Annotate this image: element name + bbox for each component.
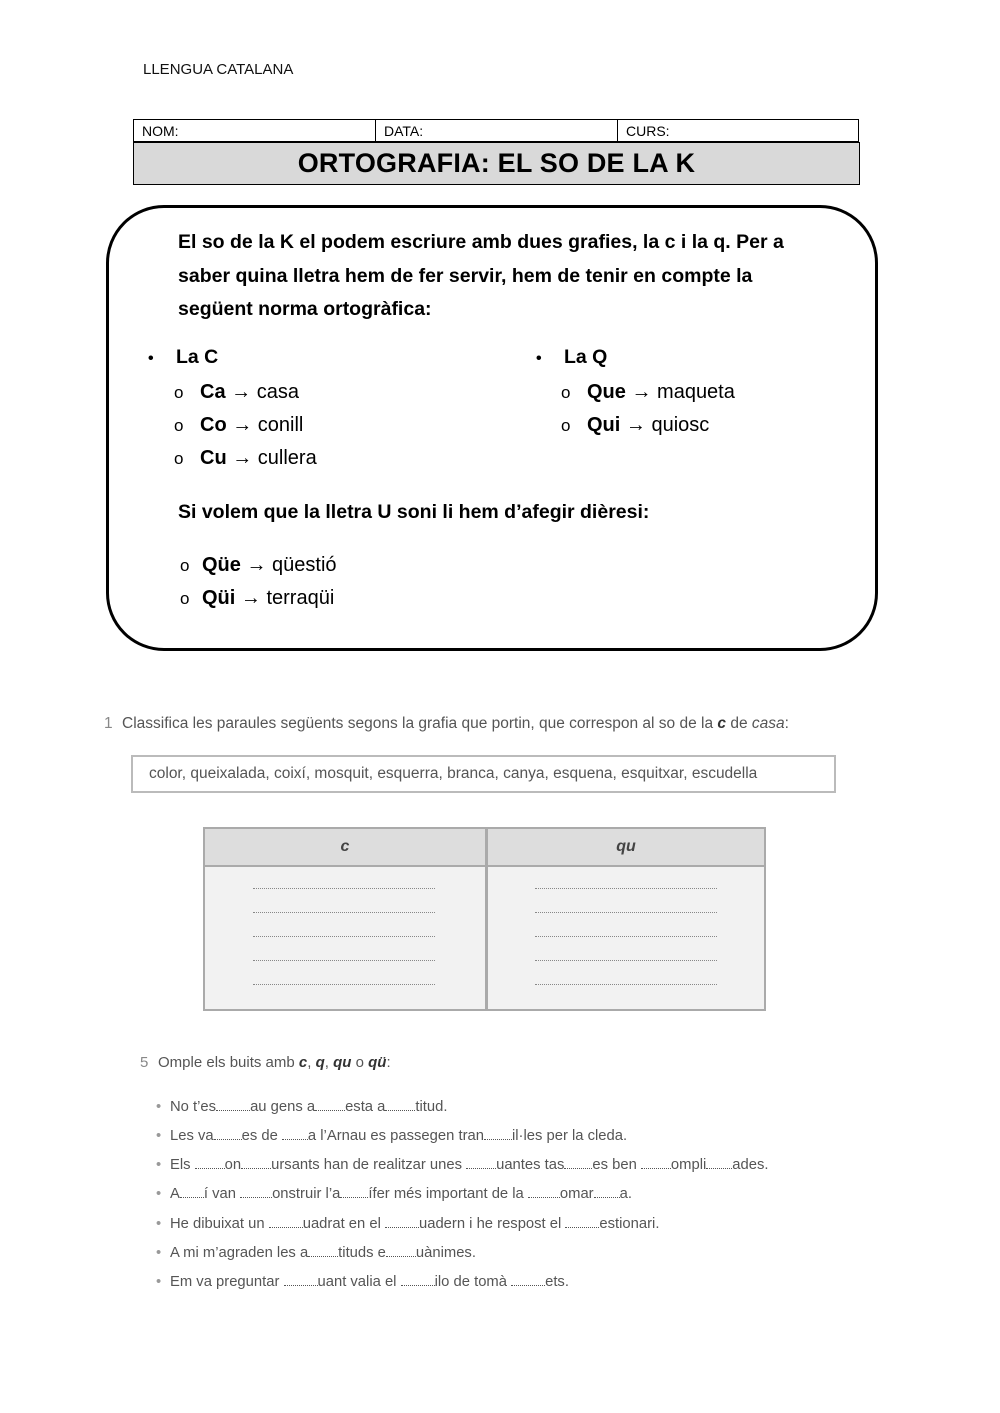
syllable: Co — [200, 414, 227, 436]
blank-field[interactable] — [706, 1157, 732, 1169]
bullet-icon: • — [156, 1274, 162, 1290]
instruction-text: de — [726, 715, 752, 732]
blank-field[interactable] — [308, 1245, 338, 1257]
sentence-text: ursants han de realitzar unes — [271, 1157, 467, 1173]
sentence-text: estionari. — [599, 1216, 660, 1232]
rule-c-item — [174, 376, 299, 409]
sentence-text: No t’es — [170, 1099, 217, 1115]
blank-field[interactable] — [340, 1186, 368, 1198]
blank-field[interactable] — [269, 1216, 303, 1228]
blank-field[interactable] — [180, 1186, 204, 1198]
sentence-text: es de — [241, 1128, 282, 1144]
column-header-c: c — [205, 829, 485, 867]
blank-field[interactable] — [385, 1216, 419, 1228]
instruction-text: : — [784, 715, 789, 732]
sentence-text: Els — [170, 1157, 195, 1173]
blank-field[interactable] — [240, 1186, 272, 1198]
exercise-number: 1 — [104, 715, 113, 732]
arrow-icon: → — [232, 414, 253, 436]
sentence-text: au gens a — [250, 1099, 316, 1115]
fill-sentence-2 — [156, 1128, 627, 1144]
sentence-text: uànimes. — [415, 1245, 476, 1261]
page-title: ORTOGRAFIA: EL SO DE LA K — [133, 142, 860, 185]
example-word: qüestió — [272, 554, 337, 576]
blank-field[interactable] — [195, 1157, 225, 1169]
option-qu: qu — [333, 1054, 352, 1071]
instruction-text: Omple els buits amb — [158, 1054, 299, 1071]
syllable: Qüi — [202, 587, 236, 609]
rule-c-heading — [148, 346, 218, 369]
bullet-icon: • — [156, 1186, 162, 1202]
exercise5-instruction — [140, 1054, 391, 1071]
bullet-icon: • — [156, 1099, 162, 1115]
answer-line[interactable] — [535, 888, 717, 889]
blank-field[interactable] — [386, 1245, 416, 1257]
sentence-text: onstruir l’a — [272, 1186, 341, 1202]
instruction-letter: c — [717, 715, 727, 732]
rule-q-heading-label: La Q — [564, 346, 608, 368]
sentence-text: í van — [203, 1186, 241, 1202]
sentence-text: titud. — [415, 1099, 448, 1115]
answer-line[interactable] — [253, 912, 435, 913]
circle-bullet-icon: o — [180, 556, 190, 575]
circle-bullet-icon: o — [561, 383, 571, 402]
column-divider — [485, 829, 488, 1009]
sentence-text: Les va — [170, 1128, 214, 1144]
sentence-text: uadern i he respost el — [418, 1216, 566, 1232]
answer-line[interactable] — [535, 960, 717, 961]
option-q: q — [315, 1054, 325, 1071]
sentence-text: tituds e — [338, 1245, 386, 1261]
blank-field[interactable] — [241, 1157, 271, 1169]
sentence-text: A mi m’agraden les a — [170, 1245, 309, 1261]
example-word: quiosc — [651, 414, 710, 436]
rule-c-item — [174, 409, 303, 442]
blank-field[interactable] — [284, 1274, 318, 1286]
bullet-icon: • — [148, 350, 154, 367]
blank-field[interactable] — [511, 1274, 545, 1286]
dieresis-item — [180, 549, 337, 582]
rule-c-item — [174, 442, 317, 475]
circle-bullet-icon: o — [174, 416, 184, 435]
student-info-table — [133, 119, 859, 142]
blank-field[interactable] — [401, 1274, 435, 1286]
exercise-number: 5 — [140, 1054, 149, 1071]
sentence-text: ades. — [732, 1157, 769, 1173]
answer-line[interactable] — [253, 984, 435, 985]
arrow-icon: → — [231, 381, 252, 403]
sentence-text: il·les per la cleda. — [511, 1128, 628, 1144]
answer-line[interactable] — [253, 888, 435, 889]
sentence-text: ífer més important de la — [368, 1186, 528, 1202]
example-word: maqueta — [657, 381, 735, 403]
syllable: Ca — [200, 381, 226, 403]
sentence-text: a l’Arnau es passegen tran — [307, 1128, 484, 1144]
sentence-text: He dibuixat un — [170, 1216, 269, 1232]
fill-sentence-6 — [156, 1245, 476, 1261]
fill-sentence-5 — [156, 1216, 659, 1232]
circle-bullet-icon: o — [174, 383, 184, 402]
dieresis-note: Si volem que la lletra U soni li hem d’afegir dièresi: — [178, 501, 650, 523]
blank-field[interactable] — [315, 1099, 345, 1111]
subject-label: LLENGUA CATALANA — [143, 61, 294, 78]
answer-line[interactable] — [535, 936, 717, 937]
sentence-text: es ben — [592, 1157, 641, 1173]
option-c: c — [298, 1054, 308, 1071]
course-field[interactable]: CURS: — [618, 120, 859, 142]
sentence-text: a. — [619, 1186, 632, 1202]
option-qu-dieresis: qü — [368, 1054, 387, 1071]
bullet-icon: • — [156, 1157, 162, 1173]
arrow-icon: → — [631, 381, 652, 403]
fill-sentence-7 — [156, 1274, 569, 1290]
arrow-icon: → — [625, 414, 646, 436]
sentence-text: Em va preguntar — [170, 1274, 284, 1290]
sentence-text: ets. — [545, 1274, 569, 1290]
sentence-text: ompli — [670, 1157, 707, 1173]
separator: , — [307, 1054, 316, 1071]
blank-field[interactable] — [216, 1099, 250, 1111]
blank-field[interactable] — [641, 1157, 671, 1169]
blank-field[interactable] — [565, 1216, 599, 1228]
sentence-text: uant valia el — [317, 1274, 401, 1290]
sentence-text: on — [224, 1157, 242, 1173]
separator: , — [324, 1054, 334, 1071]
rule-q-heading — [536, 346, 607, 369]
sentence-text: uantes tas — [496, 1157, 565, 1173]
blank-field[interactable] — [564, 1157, 592, 1169]
arrow-icon: → — [246, 554, 267, 576]
bullet-icon: • — [536, 350, 542, 367]
sentence-text: uadrat en el — [302, 1216, 385, 1232]
example-word: cullera — [257, 447, 317, 469]
column-c-answers — [205, 867, 485, 1009]
instruction-text: Classifica les paraules següents segons la grafia que portin, que correspon al so de la — [122, 715, 718, 732]
bullet-icon: • — [156, 1128, 162, 1144]
arrow-icon: → — [232, 447, 253, 469]
rule-q-item — [561, 376, 735, 409]
answer-line[interactable] — [535, 912, 717, 913]
sentence-text: omar — [559, 1186, 594, 1202]
circle-bullet-icon: o — [180, 589, 190, 608]
syllable: Cu — [200, 447, 227, 469]
rule-intro: El so de la K el podem escriure amb dues grafies, la c i la q. Per a saber quina lletra hem de fer servir, hem de tenir en compte la següent norma ortogràfica: — [178, 231, 784, 320]
name-field[interactable]: NOM: — [134, 120, 376, 142]
exercise1-instruction — [104, 715, 789, 733]
answer-line[interactable] — [535, 984, 717, 985]
example-word: terraqüi — [266, 587, 335, 609]
blank-field[interactable] — [466, 1157, 496, 1169]
syllable: Que — [587, 381, 626, 403]
answer-line[interactable] — [253, 936, 435, 937]
column-qu-answers — [488, 867, 764, 1009]
syllable: Qui — [587, 414, 621, 436]
bullet-icon: • — [156, 1245, 162, 1261]
blank-field[interactable] — [214, 1128, 242, 1140]
answer-line[interactable] — [253, 960, 435, 961]
circle-bullet-icon: o — [561, 416, 571, 435]
instruction-text: : — [386, 1054, 391, 1071]
blank-field[interactable] — [528, 1186, 560, 1198]
dieresis-item — [180, 582, 334, 615]
blank-field[interactable] — [282, 1128, 308, 1140]
blank-field[interactable] — [594, 1186, 620, 1198]
bullet-icon: • — [156, 1216, 162, 1232]
column-header-qu: qu — [488, 829, 764, 867]
rule-q-item — [561, 409, 709, 442]
fill-sentence-1 — [156, 1099, 447, 1115]
example-word: conill — [257, 414, 304, 436]
fill-sentence-4 — [156, 1186, 632, 1202]
instruction-word: casa — [751, 715, 785, 732]
syllable: Qüe — [202, 554, 241, 576]
word-bank: color, queixalada, coixí, mosquit, esquerra, branca, canya, esquena, esquitxar, escudella — [131, 755, 836, 793]
blank-field[interactable] — [385, 1099, 415, 1111]
circle-bullet-icon: o — [174, 449, 184, 468]
arrow-icon: → — [240, 587, 261, 609]
sentence-text: ilo de tomà — [434, 1274, 512, 1290]
date-field[interactable]: DATA: — [376, 120, 618, 142]
classification-table — [203, 827, 766, 1011]
example-word: casa — [256, 381, 299, 403]
rule-c-heading-label: La C — [176, 346, 219, 368]
separator: o — [351, 1054, 369, 1071]
sentence-text: A — [170, 1186, 180, 1202]
fill-sentence-3 — [156, 1157, 768, 1173]
blank-field[interactable] — [484, 1128, 512, 1140]
sentence-text: esta a — [345, 1099, 386, 1115]
